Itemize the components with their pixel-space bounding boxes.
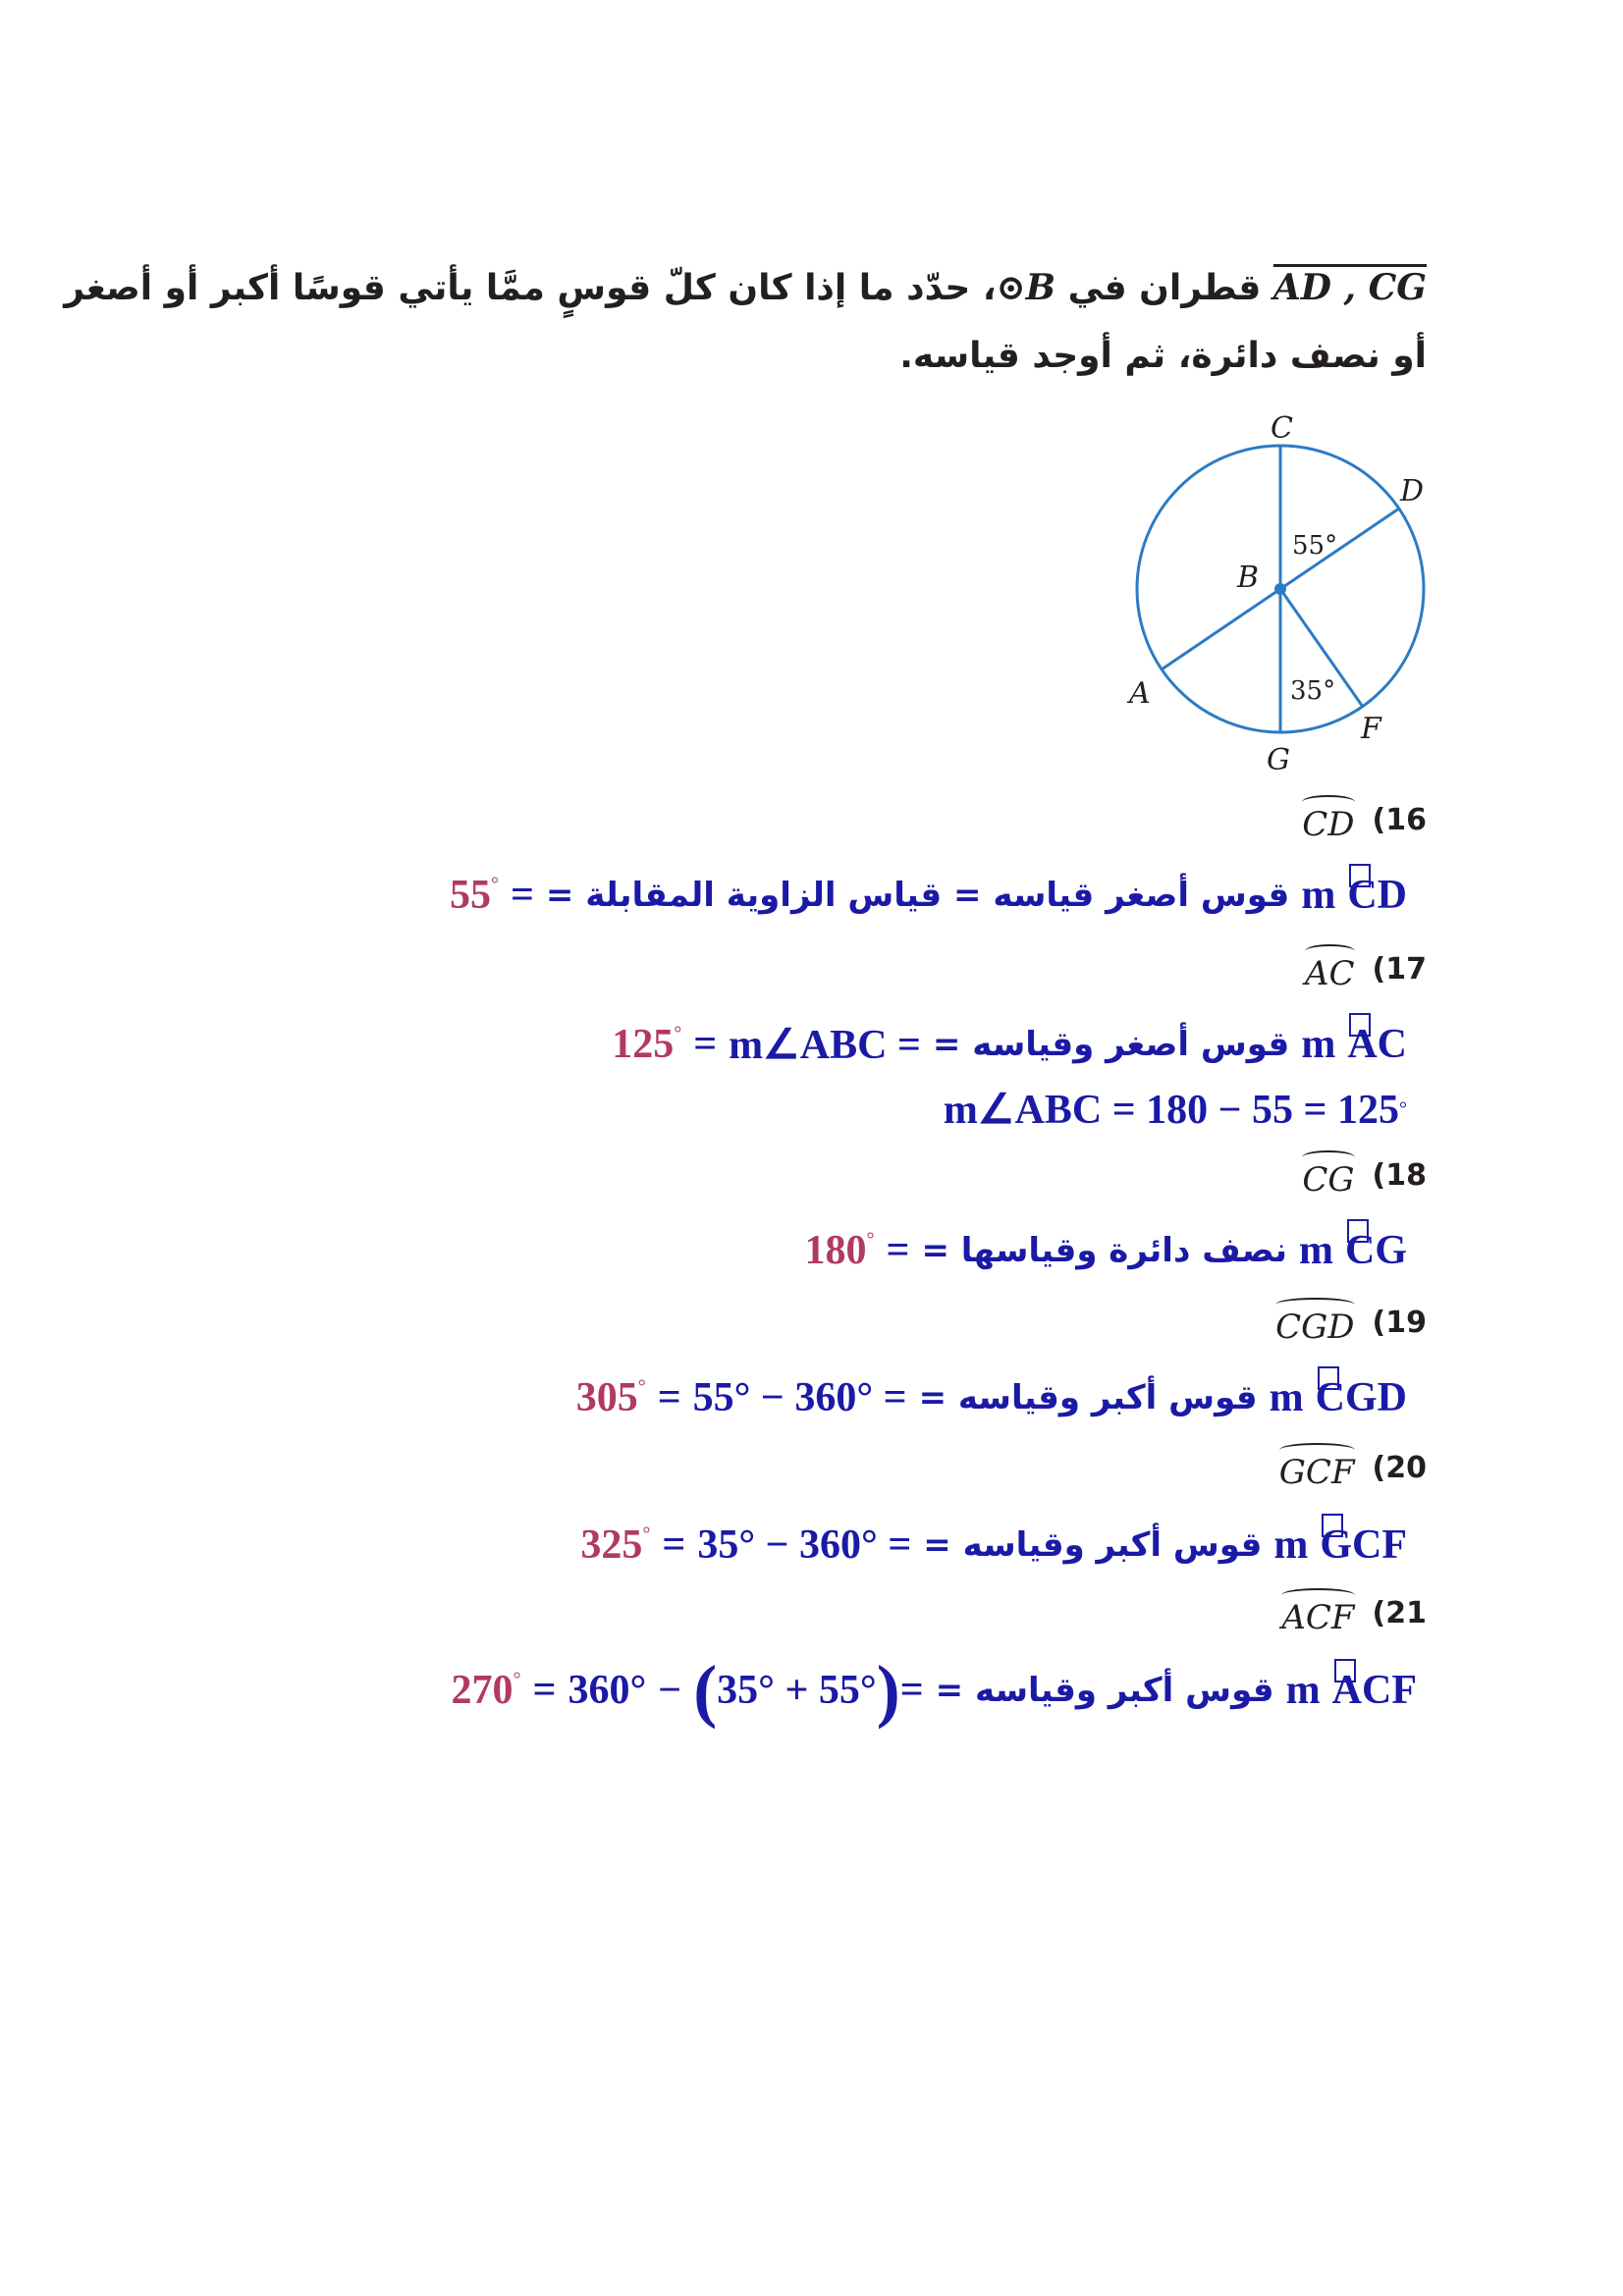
point-g-label: G: [1267, 743, 1290, 777]
angle-35-label: 35°: [1290, 676, 1336, 706]
question-18-label: [1302, 1150, 1427, 1200]
point-a-label: A: [1129, 676, 1151, 711]
question-number: (17: [1372, 951, 1427, 987]
answer-text: قوس أكبر وقياسه =: [918, 1378, 1258, 1417]
question-number: (18: [1372, 1157, 1427, 1193]
answer-text: قوس أصغر قياسه = قياس الزاوية المقابلة =: [545, 876, 1290, 915]
question-16-label: [1302, 795, 1427, 844]
answer-17-calculation: m∠ABC = 180 − 55 = 125 °: [944, 1078, 1407, 1141]
problem-statement-line-1: [64, 267, 1427, 308]
measure-prefix: m: [1299, 1228, 1333, 1273]
arc-name: GCF: [1320, 1522, 1407, 1568]
calc-text: m∠ABC = 180 − 55 = 125: [943, 1088, 1399, 1133]
answer-expression: 35° − 360° =: [697, 1522, 912, 1568]
question-19-label: [1275, 1298, 1427, 1347]
arc-name: CD: [1347, 873, 1407, 918]
answer-text: قوس أصغر وقياسه =: [932, 1025, 1290, 1064]
diameters-label: AD , CG: [1272, 267, 1427, 308]
circle-b-label: ⊙B: [996, 267, 1056, 308]
answer-expression: 55° − 360° =: [692, 1375, 907, 1420]
question-17-label: [1305, 944, 1427, 993]
arc-name: CG: [1345, 1228, 1407, 1273]
answer-expression-a: 360°: [568, 1668, 647, 1713]
arc-name: ACF: [1331, 1668, 1417, 1713]
answer-16: 55° = قوس أصغر قياسه = قياس الزاوية المقابلة = m CD: [449, 873, 1407, 918]
diameters-text: قطران في: [1067, 268, 1262, 308]
circle-diagram: [1100, 393, 1453, 785]
left-paren: (: [693, 1651, 718, 1730]
arc-name: AC: [1347, 1022, 1407, 1067]
measure-prefix: m: [1269, 1375, 1304, 1420]
arc-label: GCF: [1279, 1443, 1355, 1492]
arc-label: CGD: [1275, 1298, 1354, 1347]
question-20-label: [1279, 1443, 1427, 1492]
answer-value: 125°: [612, 1022, 682, 1067]
point-b-label: B: [1237, 561, 1260, 595]
instruction-text-2: أو نصف دائرة، ثم أوجد قياسه.: [899, 336, 1427, 376]
answer-text: نصف دائرة وقياسها =: [921, 1231, 1287, 1270]
arc-label: CD: [1302, 795, 1354, 844]
arc-label: CG: [1302, 1150, 1354, 1200]
answer-value: 325°: [580, 1522, 651, 1568]
answer-value: 55°: [449, 873, 499, 918]
answer-expression: m∠ABC =: [729, 1023, 921, 1068]
angle-55-label: 55°: [1292, 531, 1338, 561]
measure-prefix: m: [1285, 1668, 1321, 1713]
arc-label: AC: [1305, 944, 1355, 993]
answer-expression-b: 35° + 55°: [717, 1668, 877, 1713]
arc-name: CGD: [1315, 1375, 1407, 1420]
point-d-label: D: [1400, 474, 1425, 508]
arc-label: ACF: [1281, 1588, 1354, 1637]
answer-text: قوس أكبر وقياسه =: [923, 1525, 1263, 1565]
instruction-text: ، حدّد ما إذا كان كلّ قوسٍ ممَّا يأتي قوسًا أكبر أو أصغر: [64, 268, 997, 308]
answer-19: 305° = 55° − 360° = قوس أكبر وقياسه = m CGD: [575, 1375, 1407, 1420]
answer-text: قوس أكبر وقياسه =: [935, 1671, 1274, 1710]
right-paren: ): [876, 1651, 900, 1730]
answer-20: 325° = 35° − 360° = قوس أكبر وقياسه = m GCF: [580, 1522, 1407, 1568]
question-21-label: [1281, 1588, 1427, 1637]
question-number: (20: [1372, 1450, 1427, 1485]
problem-statement-line-2: [899, 336, 1427, 376]
answer-value: 270°: [451, 1668, 521, 1713]
point-f-label: F: [1361, 712, 1381, 746]
answer-value: 305°: [575, 1375, 646, 1420]
question-number: (16: [1372, 802, 1427, 837]
answer-value: 180°: [804, 1228, 875, 1273]
answer-17: 125° = m∠ABC = قوس أصغر وقياسه = m AC: [612, 1022, 1407, 1068]
measure-prefix: m: [1273, 1522, 1309, 1568]
center-point-b: [1274, 583, 1286, 595]
question-number: (21: [1372, 1595, 1427, 1630]
answer-21: 270° = 360° − ( 35° + 55° ) = قوس أكبر وقياسه = m ACF: [451, 1651, 1417, 1730]
point-c-label: C: [1271, 411, 1293, 446]
answer-18: 180° = نصف دائرة وقياسها = m CG: [804, 1228, 1407, 1273]
measure-prefix: m: [1301, 1022, 1336, 1067]
measure-prefix: m: [1301, 873, 1336, 918]
question-number: (19: [1372, 1305, 1427, 1340]
